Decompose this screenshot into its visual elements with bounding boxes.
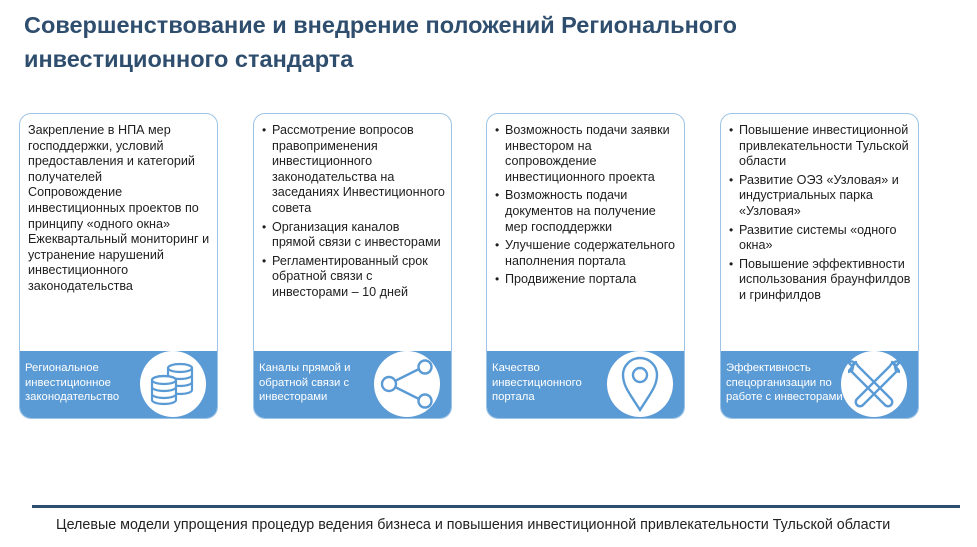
card-4-icon-circle: [841, 351, 907, 417]
card-3-footer-label: Качество инвестиционного портала: [492, 362, 582, 404]
card-feedback-channels: [253, 113, 452, 419]
card-4-text: [729, 123, 912, 307]
card-4-footer: [721, 351, 918, 418]
card-2-footer-label: Каналы прямой и обратной связи с инвесторами: [259, 362, 351, 404]
page-title: [24, 8, 924, 76]
card-4-item: • Повышение эффективности использования браунфилдов и гринфилдов: [729, 257, 912, 304]
card-3-icon-circle: [607, 351, 673, 417]
share-icon: [379, 359, 435, 409]
map-pin-icon: [620, 356, 660, 412]
bottom-divider: [32, 505, 960, 508]
card-specialized-org: [720, 113, 919, 419]
tools-icon: [848, 358, 900, 410]
card-3-text: [495, 123, 678, 291]
card-regional-legislation: [19, 113, 218, 419]
card-1-item: Ежеквартальный мониторинг и устранение нарушений инвестиционного законодательства: [28, 232, 210, 293]
card-2-text: [262, 123, 445, 304]
bottom-caption: Целевые модели упрощения процедур ведения бизнеса и повышения инвестиционной привлекательности Тульской области: [56, 517, 891, 533]
card-3-item: • Возможность подачи документов на получение мер господдержки: [495, 188, 678, 235]
card-1-icon-circle: [140, 351, 206, 417]
card-3-item: • Возможность подачи заявки инвестором на сопровождение инвестиционного проекта: [495, 123, 678, 185]
card-1-item: Сопровождение инвестиционных проектов по принципу «одного окна»: [28, 185, 199, 231]
card-4-item: • Развитие системы «одного окна»: [729, 223, 912, 254]
card-4-footer-label: Эффективность спецорганизации по работе с инвесторами: [726, 362, 843, 404]
card-3-footer: [487, 351, 684, 418]
card-4-item: • Повышение инвестиционной привлекательности Тульской области: [729, 123, 912, 170]
card-1-item: Закрепление в НПА мер господдержки, условий предоставления и категорий получателей: [28, 123, 195, 184]
card-1-footer: [20, 351, 217, 418]
card-4-item: • Развитие ОЭЗ «Узловая» и индустриальных парка «Узловая»: [729, 173, 912, 220]
card-2-item: • Рассмотрение вопросов правоприменения инвестиционного законодательства на заседаниях Инвестиционного совета: [262, 123, 445, 217]
card-portal-quality: [486, 113, 685, 419]
card-3-item: • Продвижение портала: [495, 272, 678, 288]
card-3-item: • Улучшение содержательного наполнения портала: [495, 238, 678, 269]
card-2-footer: [254, 351, 451, 418]
card-2-icon-circle: [374, 351, 440, 417]
card-1-text: [28, 123, 211, 295]
title-line-1: Совершенствование и внедрение положений Регионального: [24, 12, 737, 38]
card-1-footer-label: Региональное инвестиционное законодательство: [25, 362, 120, 404]
database-icon: [148, 362, 198, 406]
card-2-item: • Организация каналов прямой связи с инвесторами: [262, 220, 445, 251]
title-line-2: инвестиционного стандарта: [24, 46, 354, 72]
card-2-item: • Регламентированный срок обратной связи с инвесторами – 10 дней: [262, 254, 445, 301]
